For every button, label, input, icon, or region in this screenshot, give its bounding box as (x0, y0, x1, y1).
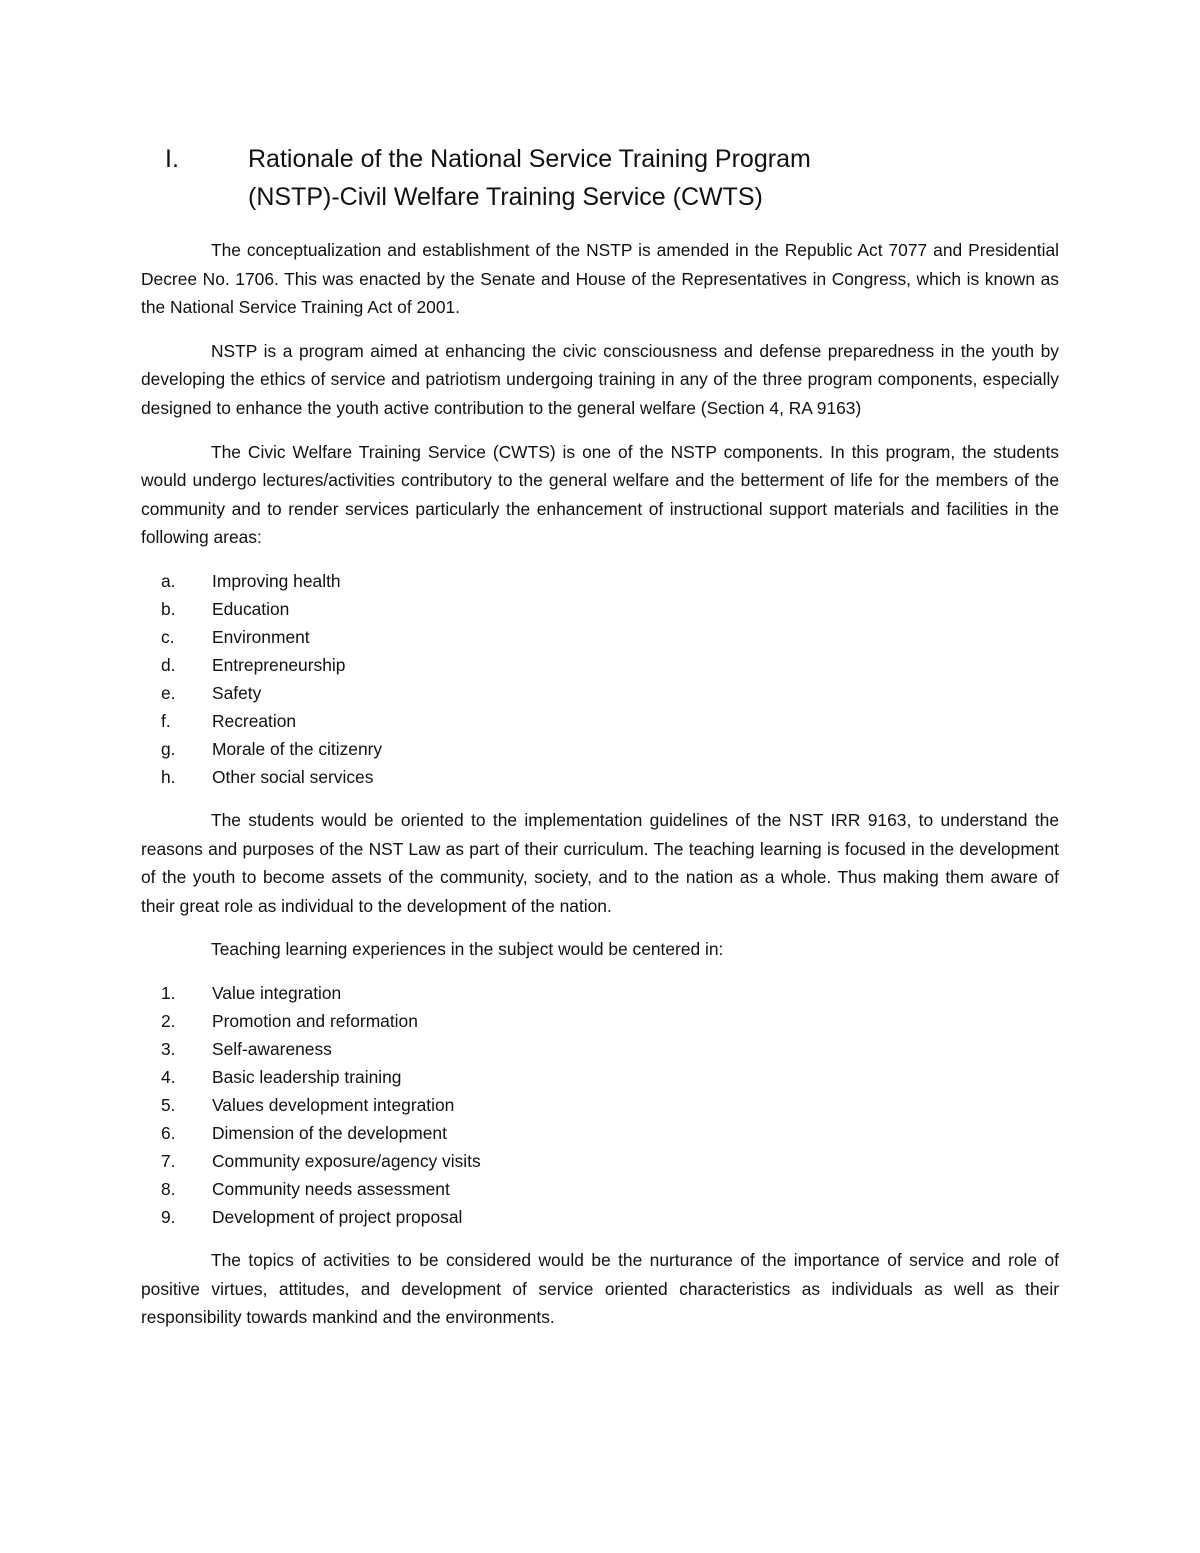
list-item (141, 1175, 1059, 1203)
list-marker: 9. (161, 1206, 176, 1227)
list-marker: g. (161, 738, 176, 759)
list-marker: 2. (161, 1010, 176, 1031)
list-item-text: Other social services (212, 766, 374, 787)
list-marker: d. (161, 654, 176, 675)
list-marker: 4. (161, 1066, 176, 1087)
document-page (141, 140, 1059, 1347)
list-item (141, 651, 1059, 679)
list-item-text: Morale of the citizenry (212, 738, 383, 759)
section-heading (141, 140, 1059, 216)
list-item (141, 1035, 1059, 1063)
list-item-text: Improving health (212, 570, 341, 591)
list-item-text: Community exposure/agency visits (212, 1150, 481, 1171)
list-item-text: Promotion and reformation (212, 1010, 418, 1031)
list-item (141, 735, 1059, 763)
list-marker: 3. (161, 1038, 176, 1059)
section-title-line-1: Rationale of the National Service Training Program (248, 145, 811, 173)
areas-list (141, 567, 1059, 791)
list-marker: 7. (161, 1150, 176, 1171)
list-marker: 8. (161, 1178, 176, 1199)
paragraph-nstp-aim: NSTP is a program aimed at enhancing the civic consciousness and defense preparedness in the youth by developing the ethics of service and patriotism undergoing training in any of the three program components, especially designed to enhance the youth active contribution to the general welfare (Section 4, RA 9163) (141, 340, 1059, 418)
list-item (141, 595, 1059, 623)
paragraph-experiences-intro: Teaching learning experiences in the subject would be centered in: (211, 939, 724, 960)
list-marker: c. (161, 626, 175, 647)
list-item-text: Self-awareness (212, 1038, 332, 1059)
list-marker: a. (161, 570, 176, 591)
list-item-text: Development of project proposal (212, 1206, 463, 1227)
list-item (141, 1203, 1059, 1231)
list-item-text: Environment (212, 626, 310, 647)
paragraph-topics: The topics of activities to be considered would be the nurturance of the importance of service and role of positive virtues, attitudes, and development of service oriented characteristics as individuals as well as their responsibility towards mankind and the environments. (141, 1249, 1059, 1328)
list-marker: 5. (161, 1094, 176, 1115)
list-item-text: Education (212, 598, 290, 619)
list-item-text: Values development integration (212, 1094, 455, 1115)
list-item (141, 679, 1059, 707)
list-item (141, 1119, 1059, 1147)
list-marker: b. (161, 598, 176, 619)
section-title-line-2: (NSTP)-Civil Welfare Training Service (CWTS) (248, 183, 763, 211)
list-item (141, 763, 1059, 791)
paragraph-nstp-establishment: The conceptualization and establishment of the NSTP is amended in the Republic Act 7077 and Presidential Decree No. 1706. This was enacted by the Senate and House of the Representatives in Congress, which is known as the National Service Training Act of 2001. (141, 240, 1059, 318)
paragraph-orientation: The students would be oriented to the implementation guidelines of the NST IRR 9163, to understand the reasons and purposes of the NST Law as part of their curriculum. The teaching learning is focused in the development of the youth to become assets of the community, society, and to the nation as a whole. Thus making them aware of their great role as individual to the development of the nation. (141, 809, 1059, 916)
list-item-text: Basic leadership training (212, 1066, 402, 1087)
list-item-text: Entrepreneurship (212, 654, 346, 675)
list-marker: 6. (161, 1122, 176, 1143)
section-title (248, 140, 1059, 216)
list-item-text: Community needs assessment (212, 1178, 450, 1199)
paragraph-cwts-description: The Civic Welfare Training Service (CWTS) is one of the NSTP components. In this program, the students would undergo lectures/activities contributory to the general welfare and the betterment of life for the members of the community and to render services particularly the enhancement of instructional support materials and facilities in the following areas: (141, 441, 1059, 548)
list-marker: 1. (161, 982, 176, 1003)
list-marker: f. (161, 710, 171, 731)
list-item (141, 979, 1059, 1007)
list-item-text: Value integration (212, 982, 342, 1003)
list-item (141, 623, 1059, 651)
list-item-text: Recreation (212, 710, 297, 731)
list-item (141, 707, 1059, 735)
list-item (141, 1091, 1059, 1119)
list-marker: e. (161, 682, 176, 703)
list-item-text: Safety (212, 682, 262, 703)
list-item (141, 1007, 1059, 1035)
experiences-list (141, 979, 1059, 1231)
list-item (141, 1147, 1059, 1175)
list-item (141, 1063, 1059, 1091)
section-number: I. (165, 145, 179, 173)
list-marker: h. (161, 766, 176, 787)
list-item-text: Dimension of the development (212, 1122, 447, 1143)
list-item (141, 567, 1059, 595)
